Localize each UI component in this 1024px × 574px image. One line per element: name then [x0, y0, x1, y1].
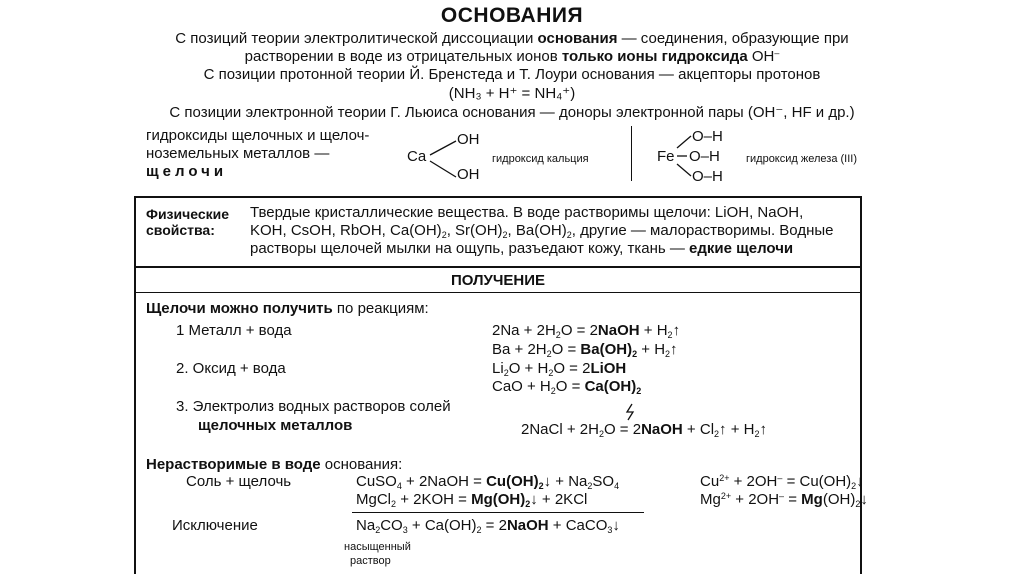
salt-alkali: Соль + щелочь: [186, 473, 292, 490]
ion-mg: $Mg^{2+} + 2OH^-$ = $Mg(OH)_2↓$: [700, 491, 868, 509]
ca-bonds: [428, 135, 460, 185]
insoluble-intro: Нерастворимые в воде основания:: [146, 456, 403, 473]
alkali-label-2: ноземельных металлов —: [146, 145, 330, 162]
fe-atom: Fe: [657, 148, 675, 165]
intro-line-2: растворении в воде из отрицательных ионов только ионы гидроксида OH–: [244, 48, 780, 65]
underline-rule: [352, 512, 644, 513]
intro-line-3: С позиции протонной теории Й. Бренстеда и Т. Лоури основания — акцепторы протонов: [203, 66, 821, 83]
ca-atom: Ca: [407, 148, 427, 165]
eq-cuso4: CuSO$_4$ + 2NaOH = $Cu(OH)_2↓ + Na_2SO_4$: [356, 473, 620, 491]
eq-cao: CaO + $H_2O = Ca(OH)_2$: [492, 378, 642, 396]
physical-label-1: Физические: [146, 206, 230, 222]
separator: [631, 126, 632, 181]
obtaining-heading: ПОЛУЧЕНИЕ: [450, 272, 546, 289]
alkali-label-3: щелочи: [146, 163, 228, 180]
ca-oh-bottom: OH: [457, 166, 480, 183]
intro-line-1: С позиций теории электролитической диссоциации основания — соединения, образующие при: [175, 30, 849, 47]
eq-na2co3: $Na_2CO_3 + Ca(OH)_2$ = 2NaOH + CaCO$_3$↓: [356, 517, 620, 535]
intro-line-5: С позиции электронной теории Г. Льюиса основания — доноры электронной пары (OH⁻, HF и др.): [169, 104, 855, 121]
heading-rule: [134, 292, 862, 293]
fe-oh-2: O–H: [689, 148, 720, 165]
ca-caption: гидроксид кальция: [492, 153, 589, 165]
eq-nacl: 2NaCl + $2H_2O$ = 2NaOH + $Cl_2↑$ + $H_2↑$: [521, 421, 767, 439]
method-electrolysis-1: 3. Электролиз водных растворов солей: [176, 398, 451, 415]
physical-label-2: свойства:: [146, 222, 215, 238]
electric-current-icon: [624, 403, 636, 421]
physical-line-3: растворы щелочей мылки на ощупь, разъедают кожу, ткань — едкие щелочи: [250, 240, 794, 257]
alkali-label-1: гидроксиды щелочных и щелоч-: [146, 127, 370, 144]
fe-oh-1: O–H: [692, 128, 723, 145]
eq-ba: $Ba + 2H_2O = Ba(OH)_2$ + $H_2↑$: [492, 341, 678, 359]
saturated-label-1: насыщенный: [344, 541, 411, 553]
intro-line-4: (NH₃ + H⁺ = NH₄⁺): [448, 85, 576, 102]
saturated-label-2: раствор: [350, 555, 391, 567]
method-electrolysis-2: щелочных металлов: [198, 417, 353, 434]
page-title: ОСНОВАНИЯ: [440, 4, 584, 27]
exception-label: Исключение: [172, 517, 258, 534]
eq-na: $2Na + 2H_2O$ = 2NaOH + $H_2↑$: [492, 322, 681, 340]
ca-oh-top: OH: [457, 131, 480, 148]
physical-line-2: KOH, CsOH, RbOH, $Ca(OH)_2$, $Sr(OH)_2$, $Ba(OH)_2$, другие — малорастворимы. Водные: [250, 222, 834, 240]
eq-li2o: $Li_2O + H_2O$ = 2LiOH: [492, 360, 627, 378]
fe-oh-3: O–H: [692, 168, 723, 185]
fe-caption: гидроксид железа (III): [746, 153, 857, 165]
method-metal-water: 1 Металл + вода: [176, 322, 292, 339]
ion-cu: $Cu^{2+} + 2OH^-$ = $Cu(OH)_2↓$: [700, 473, 864, 491]
physical-line-1: Твердые кристаллические вещества. В воде растворимы щелочи: LiOH, NaOH,: [250, 204, 804, 221]
method-oxide-water: 2. Оксид + вода: [176, 360, 286, 377]
alkali-obtain-intro: Щелочи можно получить по реакциям:: [146, 300, 429, 317]
eq-mgcl2: MgCl$_2$ + $2KOH = Mg(OH)_2↓ + 2KCl$: [356, 491, 588, 509]
